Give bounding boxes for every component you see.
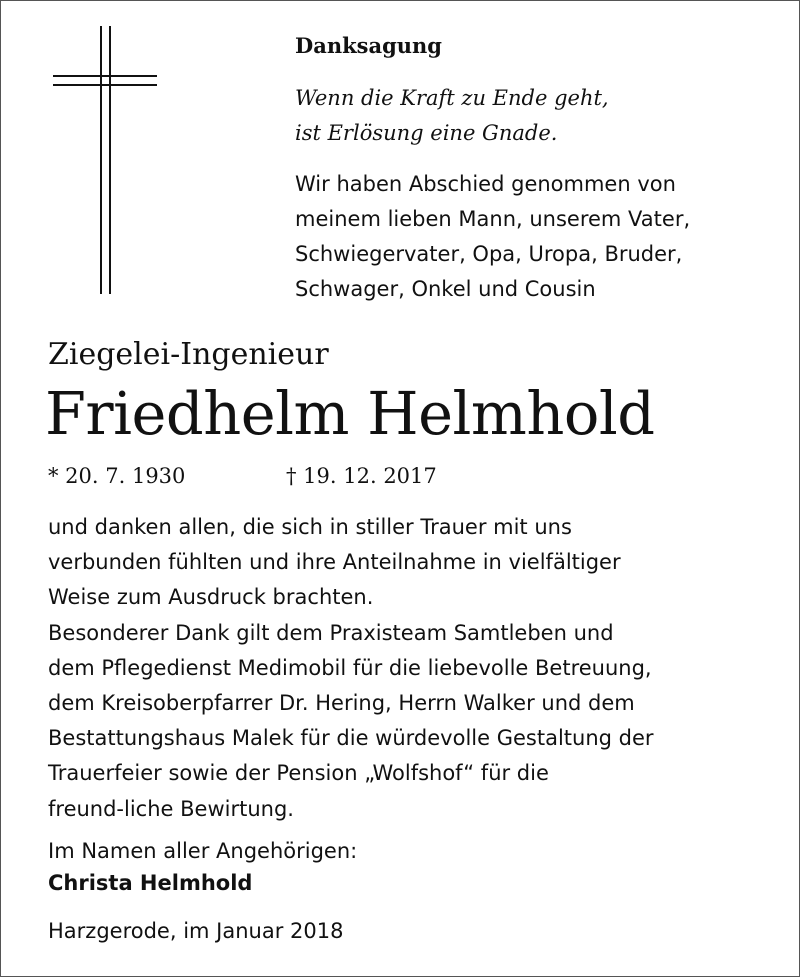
intro-line: Schwager, Onkel und Cousin	[295, 277, 596, 301]
motto-line: ist Erlösung eine Gnade.	[295, 121, 558, 145]
signer-name: Christa Helmhold	[48, 871, 253, 895]
thanks-line: Bestattungshaus Malek für die würdevolle Gestaltung der	[48, 726, 654, 751]
intro-line: meinem lieben Mann, unserem Vater,	[295, 207, 691, 231]
thanks-line: und danken allen, die sich in stiller Trauer mit uns	[48, 515, 572, 539]
thanks-text	[48, 510, 654, 827]
closing-line: Im Namen aller Angehörigen:	[48, 839, 358, 863]
place-and-date: Harzgerode, im Januar 2018	[48, 919, 344, 943]
thanks-line: dem Kreisoberpfarrer Dr. Hering, Herrn Walker und dem	[48, 691, 635, 716]
closing	[48, 835, 357, 899]
thanks-line: dem Pflegedienst Medimobil für die liebevolle Betreuung,	[48, 655, 652, 680]
birth-date: * 20. 7. 1930	[48, 464, 186, 488]
intro-text	[295, 167, 690, 307]
intro-line: Wir haben Abschied genommen von	[295, 172, 676, 196]
motto-line: Wenn die Kraft zu Ende geht,	[295, 86, 609, 110]
thanks-line: Weise zum Ausdruck brachten.	[48, 585, 374, 610]
thanks-line: Trauerfeier sowie der Pension „Wolfshof“ für die	[48, 761, 549, 786]
thanks-line: freund-liche Bewirtung.	[48, 796, 294, 821]
deceased-name: Friedhelm Helmhold	[45, 379, 655, 448]
profession: Ziegelei-Ingenieur	[48, 337, 329, 372]
cross-icon	[53, 26, 157, 296]
intro-line: Schwiegervater, Opa, Uropa, Bruder,	[295, 242, 683, 266]
motto	[295, 81, 609, 151]
death-date: † 19. 12. 2017	[286, 464, 437, 488]
thanks-line: Besonderer Dank gilt dem Praxisteam Samtleben und	[48, 620, 614, 645]
life-dates	[48, 464, 437, 488]
notice-title: Danksagung	[295, 33, 442, 58]
thanks-line: verbunden fühlten und ihre Anteilnahme in vielfältiger	[48, 550, 621, 575]
